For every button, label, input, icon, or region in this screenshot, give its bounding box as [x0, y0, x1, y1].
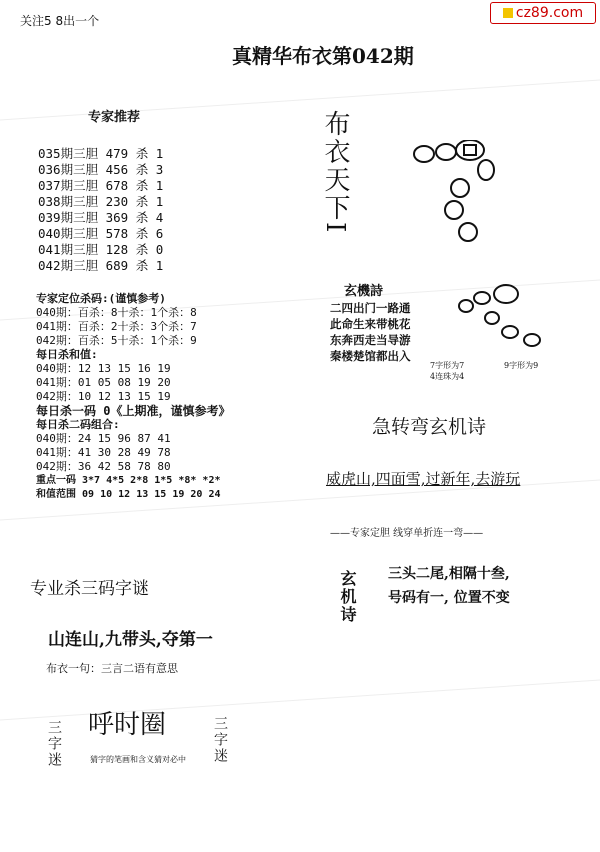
pair-kill-row: 040期：24 15 96 87 41: [36, 432, 171, 445]
three-char-riddle-left: 三字迷: [46, 720, 62, 768]
poem-line: 秦楼楚馆都出入: [330, 349, 411, 363]
three-char-riddle-right: 三字迷: [212, 716, 228, 764]
pair-kill-row: 041期：41 30 28 49 78: [36, 446, 171, 459]
expert-row: 042期三胆 689 杀 1: [38, 258, 164, 273]
buyi-line: 布衣一句：三言二语有意思: [46, 662, 178, 675]
buyi-vertical-title: 布衣天下I: [320, 110, 350, 235]
expert-row: 038期三胆 230 杀 1: [38, 194, 164, 209]
top-note: 关注5 8出一个: [20, 14, 100, 28]
position-kill-row: 042期：百杀：5十杀：1个杀：9: [36, 334, 197, 347]
position-kill-row: 040期：百杀：8十杀：1个杀：8: [36, 306, 197, 319]
poem-line: 东奔西走当导游: [330, 333, 411, 347]
single-code-line: 每日杀一码 0《上期准，谨慎参考》: [36, 404, 231, 418]
pair-kill-row: 042期：36 42 58 78 80: [36, 460, 171, 473]
position-kill-heading: 专家定位杀码:(谨慎参考): [36, 292, 166, 305]
expert-row: 039期三胆 369 杀 4: [38, 210, 164, 225]
verse-line: 号码有一, 位置不变: [388, 590, 510, 606]
poem-line: 二四出门一路通: [330, 301, 411, 315]
mountain-riddle: 山连山,九带头,夺第一: [48, 630, 213, 650]
key-code-line: 重点一码 3*7 4*5 2*8 1*5 *8* *2*: [36, 475, 221, 486]
sum-kill-row: 042期：10 12 13 15 19: [36, 390, 171, 403]
expert-row: 041期三胆 128 杀 0: [38, 242, 164, 257]
riddle-word: 呼时圈: [88, 710, 167, 740]
verse-line: 三头二尾,相隔十叁,: [388, 566, 510, 582]
xuanji-vertical-label: 玄机诗: [338, 570, 357, 624]
expert-dingdan-line: ——专家定胆 线穿单折连一弯——: [330, 528, 484, 539]
site-logo[interactable]: [490, 2, 596, 24]
shape-note-left: 7字形为7 4连珠为4: [430, 361, 465, 381]
xuanji-verse: [388, 562, 510, 610]
page-title: 真精华布衣第042期: [232, 44, 414, 68]
sum-range-line: 和值范围 09 10 12 13 15 19 20 24: [36, 489, 221, 500]
weihu-riddle: 威虎山,四面雪,过新年,去游玩: [326, 470, 521, 488]
coin-chain-icon: [452, 282, 552, 354]
sum-kill-row: 040期：12 13 15 16 19: [36, 362, 171, 375]
xuanji-poem: [330, 300, 432, 364]
logo-square-icon: [503, 8, 513, 18]
position-kill-block: [36, 292, 230, 502]
sum-kill-row: 041期：01 05 08 19 20: [36, 376, 171, 389]
position-kill-row: 041期：百杀：2十杀：3个杀：7: [36, 320, 197, 333]
pair-kill-heading: 每日杀二码组合:: [36, 418, 120, 431]
logo-text: cz89.com: [515, 5, 584, 21]
expert-row: 035期三胆 479 杀 1: [38, 146, 164, 161]
shape-note-right: 9字形为9: [504, 361, 539, 370]
sum-kill-heading: 每日杀和值:: [36, 348, 98, 361]
expert-row: 036期三胆 456 杀 3: [38, 162, 164, 177]
riddle-hint: 猜字的笔画和含义猜对必中: [90, 755, 186, 764]
turn-poem-title: 急转弯玄机诗: [372, 416, 487, 438]
expert-heading: 专家推荐: [88, 110, 141, 125]
expert-row: 040期三胆 578 杀 6: [38, 226, 164, 241]
poem-line: 此命生来带桃花: [330, 317, 411, 331]
coin-seven-icon: [412, 140, 502, 250]
kill-three-heading: 专业杀三码字谜: [30, 579, 149, 599]
xuanji-title: 玄機詩: [344, 284, 384, 299]
expert-row: 037期三胆 678 杀 1: [38, 178, 164, 193]
